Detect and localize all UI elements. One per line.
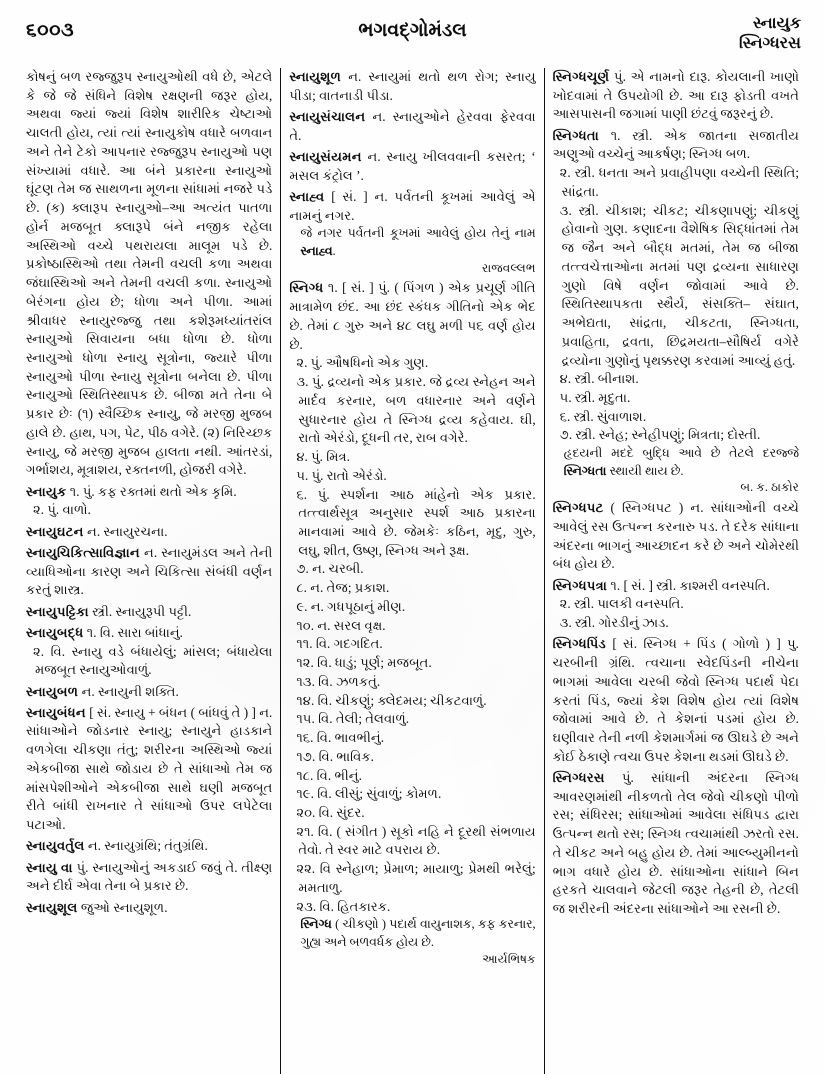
folio-number: ૬૦૦૩	[26, 20, 75, 41]
part-of-speech: સ્ત્રી.	[575, 615, 596, 631]
entry-sense	[298, 785, 535, 804]
entry-sense	[298, 486, 535, 561]
entry-sense	[559, 202, 799, 371]
part-of-speech: પું.	[76, 859, 89, 875]
sense-number: ૧૪.	[296, 692, 315, 708]
sense-definition: સ્નાયુઓનું અકડાઈ જવું તે. તીક્ષ્ણ અને દીર્ઘ એવા તેના બે પ્રકાર છે.	[26, 859, 273, 894]
entry-first-line	[26, 544, 272, 600]
part-of-speech: વિ.	[99, 624, 115, 640]
sense-definition: ઝળકતું.	[335, 673, 381, 689]
sense-definition: સુંદર.	[336, 804, 365, 820]
text-columns	[18, 68, 807, 1074]
sense-definition: ( પિંગળ ) એક પ્રચૂર્ણ ગીતિ માત્રામેળ છંદ. આ છંદ સ્કંધક ગીતિનો એક ભેદ છે. તેમાં ૮ ગુરુ અને ૪૮ લઘુ મળી ૫૬ વર્ણ હોય છે.	[289, 280, 536, 352]
sense-definition: સ્નેહ; સ્નેહીપણું; મિત્રતા; દોસ્તી.	[598, 427, 761, 443]
part-of-speech: ન.	[259, 704, 273, 720]
sense-number: ૯.	[296, 598, 308, 614]
sense-number: ૧૭.	[296, 748, 316, 764]
part-of-speech: ન.	[87, 523, 101, 539]
part-of-speech: વિ.	[318, 673, 333, 689]
part-of-speech: સ્ત્રી.	[574, 596, 595, 612]
sense-definition: સ્નાયુમંડલ અને તેની વ્યાધિઓના કારણ અને ચિકિત્સા સંબંધી વર્ણન કરતું શાસ્ત્ર.	[26, 544, 273, 598]
sense-definition: પાલકી વનસ્પતિ.	[597, 596, 684, 612]
entry-first-line	[26, 859, 272, 896]
quotation-text-post: સ્થાયી થાય છે.	[606, 463, 684, 478]
dictionary-entry[interactable]	[289, 108, 535, 145]
part-of-speech: ન.	[374, 188, 388, 204]
sense-definition: સાંધાઓની વચ્ચે આવેલું રસ ઉત્પન્ન કરનારુ પડ. તે દરેક સાંધાના અંદરના ભાગનું આચ્છાદન કરે છે અને ચોમેરથી બંધ હોય છે.	[552, 500, 799, 572]
sense-definition: મૃદુતા.	[598, 389, 631, 405]
part-of-speech: સ્ત્રી.	[573, 408, 594, 424]
entry-etymology: [ સં. સ્નાયુ + બંધન ( બાંધવું તે ) ]	[89, 704, 256, 720]
entry-quotation	[564, 445, 799, 480]
sense-number: ૭.	[559, 427, 573, 443]
sense-number: ૩.	[559, 615, 572, 631]
dictionary-entry[interactable]	[289, 188, 535, 277]
sense-definition: એ નામનો દારૂ. કોયલાની ખાણો ખોદવામાં તે ઉપયોગી છે. આ દારૂ ફોડતી વખતે આસપાસની જગામાં પાણી છંટવું જરૂરનું છે.	[552, 69, 799, 122]
sense-definition: તેજ; પ્રકાશ.	[326, 580, 390, 596]
part-of-speech: ન.	[310, 598, 324, 614]
sense-definition: સ્નાયુ વડે બંધાયેલું; માંસલ; બંધાયેલા મજબૂત સ્નાયુઓવાળું.	[35, 643, 273, 678]
sense-number: ૨૨.	[296, 861, 316, 877]
sense-number: ૩.	[296, 374, 309, 390]
part-of-speech: સ્ત્રી.	[575, 427, 596, 443]
sense-definition: મિત્ર.	[326, 449, 350, 465]
part-of-speech: વિ.	[318, 711, 333, 727]
sense-definition: કાશ્મરી વનસ્પતિ.	[679, 577, 770, 593]
sense-number: ૩.	[559, 202, 572, 218]
entry-headword: સ્નાયુબદ્ધ	[26, 624, 84, 640]
entry-variant: ( સ્નિગ્ધપટ )	[610, 500, 684, 516]
dictionary-entry[interactable]	[26, 704, 272, 835]
quotation-text-pre: હૃદયની મદદે બુદ્ધિ આવે છે તેટલે દરજ્જે	[563, 446, 799, 461]
entry-sense	[298, 598, 535, 617]
entry-headword: સ્નાયુક	[26, 483, 67, 499]
part-of-speech: પું.	[317, 486, 330, 502]
part-of-speech: વિ	[319, 861, 331, 877]
sense-number: ૧.	[610, 577, 621, 593]
sense-number: ૬.	[559, 408, 571, 424]
sense-number: ૧.	[327, 280, 338, 296]
entry-first-line	[26, 483, 272, 502]
part-of-speech: વિ.	[316, 730, 332, 746]
sense-number: ૫.	[559, 389, 572, 405]
entry-first-line	[553, 635, 799, 766]
entry-sense	[298, 448, 535, 467]
sense-definition: પર્વતની કૂખમાં આવેલું એ નામનું નગર.	[289, 188, 536, 223]
sense-definition: ચીકાશ; ચીકટ; ચીકણાપણું; ચીકણું હોવાનો ગુણ. કણાદના વૈશેષિક સિદ્ધાંતમાં તેમ જ જૈન અને બૌદ્ધ મતમાં, તેમ જ બીજા તત્ત્વચેત્તાઓના મતમાં પણ દ્રવ્યના સાધારણ ગુણો વિષે વર્ણન જોવામાં આવે છે. સ્થિતિસ્થાપકતા સ્થૈર્ય, સંસક્તિ– સંઘાત, અભેદ્યતા, સાંદ્રતા, ચીકટતા, સ્નિગ્ધતા, પ્રવાહિતા, દ્રવતા, છિદ્રમયતા–સૌષિર્ય વગેરે દ્રવ્યોના ગુણોનું પૃથક્કરણ કરવામાં આવ્યું હતું.	[561, 202, 799, 368]
sense-number: ૧૫.	[296, 711, 315, 727]
part-of-speech: ન.	[372, 108, 386, 124]
continuation-text: કોષનું બળ રજ્જુરૂપ સ્નાયુઓથી વધે છે, એટલે કે જે જે સંધિને વિશેષ રક્ષણની જરૂર હોય, અથવા જ્યાં જ્યાં વિશેષ શારીરિક ચેષ્ટાઓ ચાલતી હોય, ત્યાં ત્યાં સ્નાયુકોષ વધારે બળવાન અને તેને ટેકો આપનાર રજ્જુરૂપ સ્નાયુઓ પણ સંખ્યામાં વધારે. આ બંને પ્રકારના સ્નાયુઓ ઘૂંટણ તેમ જ સાથળના મૂળના સાંધામાં નજરે પડે છે. (ક) ક્લારૂપ સ્નાયુઓ–આ અત્યંત પાતળા હોર્ન મજબૂત ક્લારૂપે બંને નજીક રહેલા અસ્થિઓ વચ્ચે પથરાયલા માલૂમ પડે છે. પ્રકોષ્ઠાસ્થિઓ તથા તેમની વચલી કળા અથવા જંઘાસ્થિઓ અને તેમની વચલી કળા. સ્નાયુઓ બેરંગના હોય છે; ધોળા અને પીળા. આમાં શ્રીવાધર સ્નાયુરજ્જુ તથા કશેરૂમધ્યાંતરાંલ સ્નાયુઓ સિવાયના બધા ધોળા છે. ધોળા સ્નાયુઓ ધોળા સ્નાયુ સૂત્રોના, જ્યારે પીળા સ્નાયુઓ પીળા સ્નાયુ સૂત્રોના બનેલા છે. પીળા સ્નાયુઓ સ્થિતિસ્થાપક છે. બીજા મતે તેના બે પ્રકાર છેઃ (૧) સ્વૈચ્છિક સ્નાયુ, જે મરજી મુજબ હાલે છે. હાથ, પગ, પેટ, પીઠ વગેરે. (૨) નિરિચ્છક સ્નાયુ, જે મરજી મુજબ હાલતા નથી. આંતરડાં, ગર્ભાશય, મૂત્રાશય, રક્તનળી, હોજરી વગેરે.	[26, 69, 273, 478]
entry-headword: સ્નાયુશૂળ	[289, 69, 342, 84]
entry-headword: સ્નાયુસંચાલન	[289, 108, 366, 124]
part-of-speech: ન.	[690, 500, 704, 516]
sense-number: ૨.	[33, 502, 45, 518]
part-of-speech: પું.	[82, 483, 95, 499]
running-heads	[739, 14, 801, 54]
entry-first-line	[553, 68, 799, 124]
sense-definition: બીનાશ.	[597, 371, 639, 387]
entry-first-line	[289, 188, 535, 225]
entry-sense	[298, 748, 535, 767]
sense-number: ૪.	[296, 449, 308, 465]
running-head-last: સ્નિગ્ધરસ	[739, 35, 801, 52]
part-of-speech: પું.	[312, 374, 324, 390]
page-header	[18, 12, 807, 68]
column-1	[18, 68, 280, 1074]
part-of-speech: ન.	[310, 580, 324, 596]
entry-quotation	[300, 225, 535, 260]
sense-number: ૧૦.	[296, 617, 315, 633]
entry-sense	[559, 164, 799, 201]
entry-sense	[298, 898, 535, 917]
entry-quotation	[300, 916, 535, 951]
sense-number: ૧૬.	[296, 730, 314, 746]
entry-headword: સ્નિગ્ધપત્રા	[552, 577, 608, 593]
entry-sense	[298, 860, 535, 897]
entry-sense	[559, 595, 799, 614]
dictionary-entry[interactable]	[553, 127, 799, 497]
part-of-speech: પું.	[310, 355, 323, 371]
dictionary-entry[interactable]	[26, 544, 272, 600]
entry-headword: સ્નાયુશૂલ	[26, 899, 78, 915]
entry-headword: સ્નાયુપટ્ટિકા	[26, 603, 89, 619]
sense-definition: સ્નાયુઓને હેરવવા ફેરવવા તે.	[289, 108, 536, 143]
entry-first-line	[553, 499, 799, 574]
part-of-speech: ન.	[87, 838, 101, 854]
entry-first-line	[26, 837, 272, 856]
entry-headword: સ્નાયુઘટન	[26, 523, 84, 539]
sense-definition: ધાડું; પૂર્ણ; મજબૂત.	[334, 655, 432, 671]
sense-definition: ઔષધિનો એક ગુણ.	[325, 355, 429, 371]
sense-definition: હિતકારક.	[337, 898, 391, 914]
column-3	[544, 68, 807, 1074]
dictionary-entry[interactable]	[553, 769, 799, 919]
sense-definition: ચરબી.	[328, 561, 364, 577]
entry-sense	[559, 389, 799, 408]
sense-definition: તેલી; તેલવાળું.	[335, 711, 410, 727]
entry-sense	[298, 467, 535, 486]
sense-number: ૨૦.	[296, 804, 316, 820]
sense-number: ૨૩.	[296, 898, 317, 914]
sense-definition: ગદગદિત.	[333, 636, 383, 652]
entry-headword: સ્નાયુવર્તુલ	[26, 838, 85, 854]
entry-headword: સ્નાયુ વા	[26, 859, 73, 875]
book-title: ભગવદ્ગોમંડલ	[358, 20, 467, 41]
sense-number: ૧૮.	[296, 767, 314, 783]
entry-first-line	[26, 603, 272, 622]
sense-number: ૫.	[296, 467, 309, 483]
part-of-speech: પું.	[621, 770, 634, 786]
sense-number: ૬.	[296, 486, 308, 502]
part-of-speech: પું.	[378, 280, 390, 296]
entry-sense	[298, 654, 535, 673]
column-2	[280, 68, 543, 1074]
dictionary-entry[interactable]	[26, 683, 272, 702]
entry-headword: સ્નિગ્ધચૂર્ણ	[552, 69, 610, 84]
part-of-speech: સ્ત્રી.	[656, 577, 677, 593]
part-of-speech: પુ.	[787, 636, 799, 652]
sense-definition: ભીનું.	[334, 767, 362, 783]
continuation-paragraph	[26, 68, 272, 480]
running-head-first: સ્નાયુક	[752, 15, 801, 32]
sense-definition: સ્નાયુ ખીલવવાની કસરત; ‘ મસલ કંટ્રોલ ’.	[289, 148, 536, 183]
entry-sense	[35, 501, 272, 520]
dictionary-entry[interactable]	[26, 859, 272, 896]
part-of-speech: ન.	[81, 683, 95, 699]
part-of-speech: સ્ત્રી.	[574, 371, 595, 387]
sense-number: ૨.	[559, 165, 571, 181]
sense-number: ૧.	[69, 483, 80, 499]
sense-number: ૧૩.	[296, 673, 315, 689]
sense-definition: સ્નાયુરૂપી પટ્ટી.	[115, 603, 192, 619]
sense-definition: સ્નાયુરચના.	[103, 523, 168, 539]
sense-definition: કફ રક્તમાં થતો એક કૃમિ.	[98, 483, 237, 499]
entry-sense	[298, 673, 535, 692]
sense-etymology: [ સં. ]	[623, 577, 653, 593]
part-of-speech: વિ.	[317, 823, 333, 839]
sense-definition: દ્રવ્યનો એક પ્રકાર. જે દ્રવ્ય સ્નેહન અને માર્દવ કરનાર, બળ વધારનાર અને વર્ણને સુધારનાર હોય તે સ્નિગ્ધ દ્રવ્ય કહેવાય. ઘી, રાતો એરંડો, દૂધની તર, રાબ વગેરે.	[298, 374, 536, 446]
entry-sense	[298, 373, 535, 448]
sense-number: ૨.	[296, 355, 308, 371]
part-of-speech: પું.	[311, 449, 323, 465]
quotation-citation: રાજવલ્લભ	[481, 260, 536, 275]
sense-definition: સ્નાયુગ્રંથિ; તંતુગ્રંથિ.	[104, 838, 208, 854]
sense-definition: ભાવિક.	[336, 748, 374, 764]
entry-sense	[298, 804, 535, 823]
quotation-citation: બ. ક. ઠાકોર	[740, 480, 799, 495]
part-of-speech: ન.	[317, 617, 331, 633]
dictionary-entry[interactable]	[553, 577, 799, 633]
entry-sense	[298, 692, 535, 711]
sense-definition: એક જાતના સજાતીય અણુઓ વચ્ચેનું આકર્ષણ; સ્નિગ્ધ બળ.	[552, 127, 800, 162]
entry-headword: સ્નાયુસંયમન	[289, 148, 362, 164]
part-of-speech: વિ.	[318, 748, 334, 764]
entry-sense	[298, 729, 535, 748]
sense-definition: ચીકણું; ક્લેદમય; ચીકટવાળું.	[335, 692, 487, 708]
part-of-speech: સ્ત્રી.	[578, 202, 599, 218]
quotation-headword: સ્નિગ્ધતા	[563, 463, 607, 478]
sense-definition: વાળો.	[62, 502, 91, 518]
part-of-speech: વિ.	[318, 804, 334, 820]
entry-headword: સ્નાયુબંધન	[26, 704, 86, 720]
entry-headword: સ્નાયુબળ	[26, 683, 79, 699]
dictionary-entry[interactable]	[26, 899, 272, 918]
entry-first-line	[289, 68, 535, 105]
sense-number: ૪.	[559, 371, 572, 387]
quotation-citation: આર્યભિષક	[482, 951, 536, 966]
entry-sense	[298, 560, 535, 579]
part-of-speech: વિ.	[317, 692, 333, 708]
entry-first-line	[289, 148, 535, 185]
quotation-headword: સ્નાહ્વ	[300, 243, 333, 258]
sense-number: ૨.	[33, 643, 45, 659]
dictionary-entry[interactable]	[553, 68, 799, 124]
entry-sense	[298, 710, 535, 729]
sense-etymology: [ સં. ]	[342, 280, 374, 296]
sense-number: ૧૨.	[296, 655, 314, 671]
dictionary-entry[interactable]	[553, 499, 799, 574]
dictionary-entry[interactable]	[289, 279, 535, 968]
entry-first-line	[26, 899, 272, 918]
part-of-speech: વિ.	[316, 767, 332, 783]
entry-first-line	[26, 704, 272, 835]
part-of-speech: ન.	[144, 544, 158, 560]
sense-definition: ગોરડીનું ઝાડ.	[598, 615, 669, 631]
entry-sense	[35, 643, 272, 680]
quotation-headword: સ્નિગ્ધ	[300, 917, 332, 932]
part-of-speech: વિ.	[315, 636, 331, 652]
part-of-speech: ન.	[312, 561, 326, 577]
sense-definition: સારા બાંધાનું.	[117, 624, 183, 640]
part-of-speech: સ્ત્રી.	[574, 389, 595, 405]
sense-definition: ધનતા અને પ્રવાહીપણા વચ્ચેની સ્થિતિ; સાંદ્રતા.	[561, 165, 799, 199]
sense-number: ૮.	[296, 580, 307, 596]
part-of-speech: ન.	[348, 69, 362, 84]
entry-etymology: [ સં. સ્નિગ્ધ + પિંડ ( ગોળો ) ]	[612, 636, 781, 652]
sense-number: ૧૯.	[296, 786, 314, 802]
part-of-speech: પું.	[614, 69, 626, 84]
sense-definition: સરલ વૃક્ષ.	[333, 617, 386, 633]
dictionary-entry[interactable]	[26, 523, 272, 542]
entry-sense	[298, 823, 535, 860]
part-of-speech: સ્ત્રી.	[92, 603, 113, 619]
entry-sense	[559, 614, 799, 633]
part-of-speech: સ્ત્રી.	[632, 127, 653, 143]
entry-first-line	[26, 624, 272, 643]
sense-definition: ( સંગીત ) સૂકો નહિ ને દૂરથી સંભળાય તેવો. તે સ્વર માટે વપરાય છે.	[298, 823, 536, 858]
dictionary-entry[interactable]	[289, 148, 535, 185]
sense-definition: સુંવાળાશ.	[597, 408, 647, 424]
sense-number: ૨.	[559, 596, 571, 612]
sense-definition: સ્પર્શના આઠ માંહેનો એક પ્રકાર. તત્ત્વાર્થસૂત્ર અનુસાર સ્પર્શ આઠ પ્રકારના માનવામાં આવે છે. જેમકેઃ કઠિન, મૃદુ, ગુરુ, લઘુ, શીત, ઉષ્ણ, સ્નિગ્ધ અને રૂક્ષ.	[298, 486, 536, 558]
sense-definition: લીસું; સુંવાળું; કોમળ.	[335, 786, 442, 802]
sense-definition: સ્નાયુમાં થતો થળ રોગ; સ્નાયુ પીડા; વાતનાડી પીડા.	[289, 69, 536, 103]
sense-number: ૧૧.	[296, 636, 313, 652]
sense-definition: ભાવભીનું.	[334, 730, 385, 746]
entry-sense	[298, 767, 535, 786]
sense-number: ૧.	[86, 624, 97, 640]
entry-sense	[559, 370, 799, 389]
part-of-speech: વિ.	[50, 643, 66, 659]
dictionary-entry[interactable]	[26, 837, 272, 856]
part-of-speech: પું.	[311, 467, 324, 483]
dictionary-entry[interactable]	[26, 603, 272, 622]
entry-first-line	[553, 577, 799, 596]
entry-headword: સ્નિગ્ધરસ	[552, 770, 605, 786]
dictionary-entry[interactable]	[26, 624, 272, 680]
entry-first-line	[553, 769, 799, 919]
entry-sense	[559, 408, 799, 427]
entry-headword: સ્નાયુચિકિત્સાવિજ્ઞાન	[26, 544, 140, 560]
sense-number: ૭.	[296, 561, 309, 577]
entry-sense	[298, 354, 535, 373]
entry-first-line	[289, 108, 535, 145]
entry-headword: સ્નિગ્ધપિંડ	[552, 636, 606, 652]
entry-headword: સ્નિગ્ધતા	[552, 127, 599, 143]
part-of-speech: ન.	[367, 148, 381, 164]
dictionary-entry[interactable]	[26, 483, 272, 520]
entry-sense	[298, 635, 535, 654]
sense-definition: સ્નેહાળ; પ્રેમાળ; માયાળુ; પ્રેમથી ભરેલું; મમતાળુ.	[298, 861, 536, 895]
sense-definition: સાંધાની અંદરના સ્નિગ્ધ આવરણમાંથી નીકળતો તેલ જેવો ચીકણો પીળો રસ; સંધિરસ; સાંધાઓમાં આવેલા સંધિપડ દ્વારા ઉત્પન્ન થતો રસ; સ્નિગ્ધ ત્વચામાંથી ઝરતો રસ. તે ચીકટ અને બહુ હોય છે. તેમાં આલ્બ્યુમીનનો ભાગ વધારે હોય છે. સાંધાઓના સાંધાને બિન હરકતે ચાલવાને જેટલી જરૂર તેહની છે, તેટલી જ શરીરની અંદરના સાંધાઓને આ રસની છે.	[552, 770, 799, 917]
part-of-speech: વિ.	[317, 786, 332, 802]
entry-etymology: [ સં. ]	[331, 188, 368, 204]
part-of-speech: પું.	[47, 502, 60, 518]
dictionary-entry[interactable]	[553, 635, 799, 766]
entry-first-line	[26, 523, 272, 542]
sense-definition: સ્નાયુની શક્તિ.	[97, 683, 179, 699]
entry-headword: સ્નિગ્ધપટ	[552, 500, 604, 516]
entry-sense	[298, 579, 535, 598]
sense-definition: ગધપૂઠાનું મીણ.	[327, 598, 406, 614]
sense-number: ૨૧.	[296, 823, 314, 839]
sense-definition: જુઓ સ્નાયુશૂળ.	[80, 899, 168, 915]
entry-first-line	[26, 683, 272, 702]
sense-definition: ચરબીની ગ્રંથિ. ત્વચાના સ્વેદપિંડની નીચેના ભાગમાં આવેલા ચરબી જેવો સ્નિગ્ધ પદાર્થ પેદા કરતાં પિંડ, જ્યાં કેશ વિશેષ હોય ત્યાં વિશેષ જોવામાં આવે છે. તે કેશનાં પડમાં હોય છે. ઘણીવાર તેની નળી કેશમાર્ગમાં જ ઊઘડે છે અને કોઈ ઠેકાણે ત્વચા ઉપર કેશના થડમાં ઊઘડે છે.	[552, 655, 799, 764]
part-of-speech: વિ.	[317, 655, 332, 671]
sense-definition: સાંધાઓને જોડનાર સ્નાયુ; સ્નાયુને હાડકાને વળગેલા ચીકણા તંતુ; શરીરના અસ્થિઓ જ્યાં એકબીજા સાથે જોડાય છે તે સાંધાઓ તેમ જ માંસપેશીઓને એકબીજા સાથે ઘણી મજબૂત રીતે બાંધી રાખનાર તે સાંધાઓ ઉપર લપેટેલા પટાઓ.	[26, 723, 273, 833]
quotation-text-post: .	[332, 243, 336, 258]
entry-first-line	[289, 279, 535, 354]
entry-first-line	[553, 127, 799, 164]
sense-definition: રાતો એરંડો.	[326, 467, 387, 483]
sense-number: ૧.	[610, 127, 621, 143]
quotation-text-pre: જે નગર પર્વતની કૂખમાં આવેલું હોય તેનું નામ	[300, 226, 536, 241]
entry-sense	[559, 426, 799, 445]
entry-headword: સ્નિગ્ધ	[289, 280, 324, 296]
part-of-speech: વિ.	[319, 898, 334, 914]
entry-headword: સ્નાહ્વ	[289, 188, 325, 204]
quotation-text: ( ચીકણો ) પદાર્થ વાયુનાશક, કફ કરનાર, ગુહ્ય અને બળવર્ધક હોય છે.	[300, 917, 536, 949]
dictionary-entry[interactable]	[289, 68, 535, 105]
part-of-speech: સ્ત્રી.	[574, 165, 595, 181]
entry-sense	[298, 617, 535, 636]
